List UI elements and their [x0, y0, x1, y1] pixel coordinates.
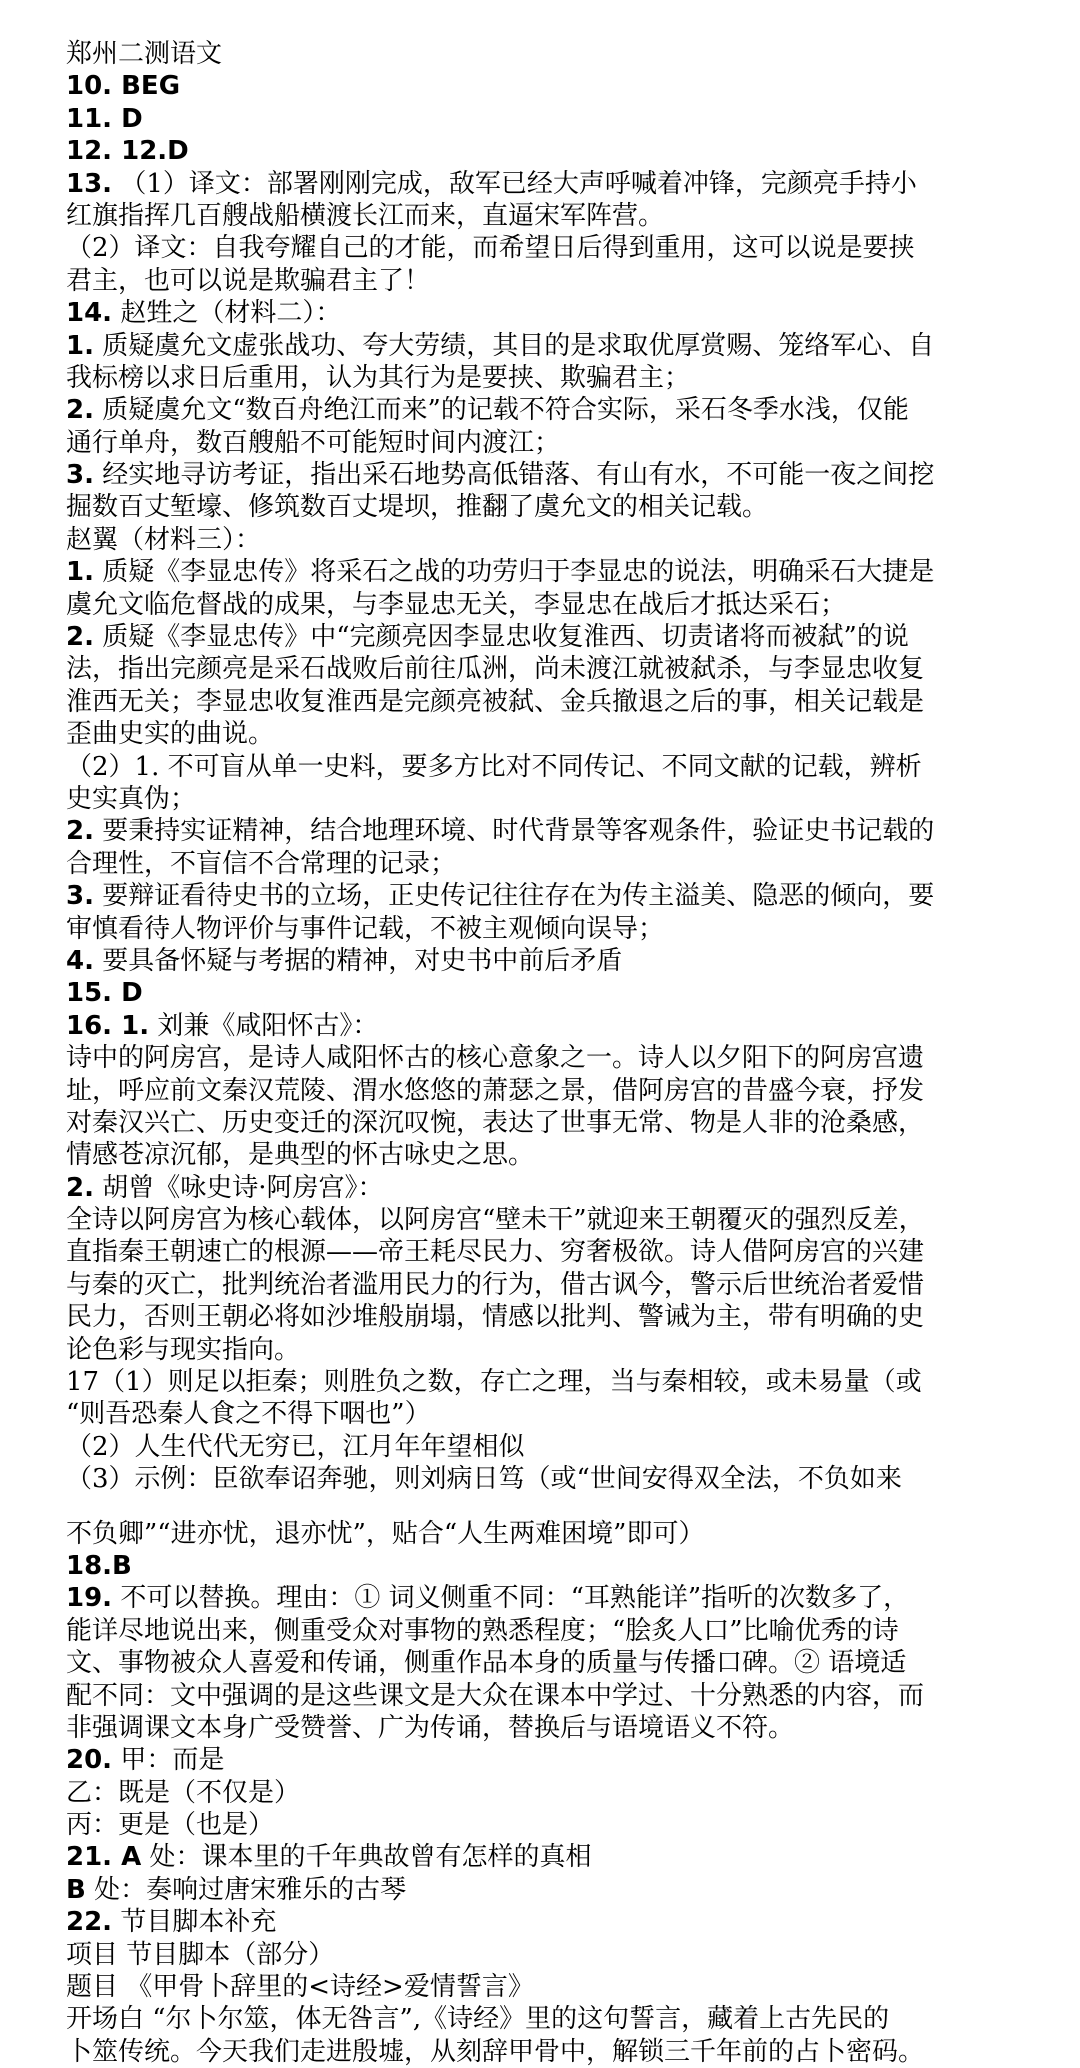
- answer-line: [66, 459, 1024, 491]
- answer-text: （2）人生代代无穷已，江月年年望相似: [66, 1431, 525, 1462]
- answer-text: 民力，否则王朝必将如沙堆般崩塌，情感以批判、警诫为主，带有明确的史: [66, 1302, 925, 1333]
- answer-line: [66, 1301, 1024, 1333]
- answer-text: 情感苍凉沉郁，是典型的怀古咏史之思。: [66, 1140, 535, 1171]
- answer-text: 质疑虞允文“数百舟绝江而来”的记载不符合实际，采石冬季水浅，仅能: [102, 395, 909, 426]
- answer-line: [66, 1841, 1024, 1873]
- answer-line: [66, 1107, 1024, 1139]
- answer-text: （2）译文：自我夸耀自己的才能，而希望日后得到重用，这可以说是要挟: [66, 233, 915, 264]
- question-number: B: [66, 1874, 86, 1905]
- answer-line: [66, 265, 1024, 297]
- answer-line: [66, 1582, 1024, 1614]
- answer-text: 对秦汉兴亡、历史变迁的深沉叹惋，表达了世事无常、物是人非的沧桑感，: [66, 1107, 925, 1138]
- answer-line: [66, 524, 1024, 556]
- answer-text: 法，指出完颜亮是采石战败后前往瓜洲，尚未渡江就被弑杀，与李显忠收复: [66, 654, 925, 685]
- answer-line: [66, 200, 1024, 232]
- answer-line: [66, 1939, 1024, 1971]
- question-number: 2.: [66, 395, 94, 426]
- answer-text: 甲：而是: [120, 1745, 225, 1776]
- answer-text: 质疑《李显忠传》将采石之战的功劳归于李显忠的说法，明确采石大捷是: [102, 557, 935, 588]
- answer-text: 虞允文临危督战的成果，与李显忠无关，李显忠在战后才抵达采石；: [66, 589, 847, 620]
- answer-text: 乙：既是（不仅是）: [66, 1777, 301, 1808]
- answer-line: [66, 168, 1024, 200]
- answer-line: [66, 135, 1024, 167]
- answer-text: 歪曲史实的曲说。: [66, 719, 275, 750]
- answer-text: 要辩证看待史书的立场，正史传记往往存在为传主溢美、隐恶的倾向，要: [102, 881, 935, 912]
- answer-line: [66, 1398, 1024, 1430]
- answer-line: [66, 103, 1024, 135]
- answer-text: 题目 《甲骨卜辞里的<诗经>爱情誓言》: [66, 1972, 534, 2003]
- question-number: 22.: [66, 1907, 113, 1938]
- answer-line: [66, 394, 1024, 426]
- answer-text: 质疑《李显忠传》中“完颜亮因李显忠收复淮西、切责诸将而被弑”的说: [102, 622, 909, 653]
- answer-line: [66, 491, 1024, 523]
- answer-line: [66, 589, 1024, 621]
- question-number: 1.: [66, 330, 94, 361]
- answer-text: 赵甡之（材料二）：: [120, 298, 342, 329]
- answer-line: [66, 686, 1024, 718]
- question-number: 2.: [66, 622, 94, 653]
- question-number: 13.: [66, 168, 113, 199]
- answer-line: [66, 1906, 1024, 1938]
- answer-text: 项目 节目脚本（部分）: [66, 1939, 335, 1970]
- answer-text: 君主，也可以说是欺骗君主了！: [66, 265, 431, 296]
- answer-line: [66, 1550, 1024, 1582]
- answer-line: [66, 1874, 1024, 1906]
- question-number: 19.: [66, 1583, 113, 1614]
- answer-text: 论色彩与现实指向。: [66, 1334, 301, 1365]
- answer-line: [66, 1075, 1024, 1107]
- question-number: 1.: [66, 557, 94, 588]
- answer-text: 文、事物被众人喜爱和传诵，侧重作品本身的质量与传播口碑。② 语境适: [66, 1648, 907, 1679]
- answer-text: 址，呼应前文秦汉荒陵、渭水悠悠的萧瑟之景，借阿房宫的昔盛今衰，抒发: [66, 1075, 925, 1106]
- answer-line: [66, 1777, 1024, 1809]
- answer-text: 卜筮传统。今天我们走进殷墟，从刻辞甲骨中，解锁三千年前的占卜密码。: [66, 2036, 925, 2067]
- answer-line: [66, 1615, 1024, 1647]
- answer-text: 直指秦王朝速亡的根源——帝王耗尽民力、穷奢极欲。诗人借阿房宫的兴建: [66, 1237, 925, 1268]
- answer-line: [66, 1139, 1024, 1171]
- answer-text: 淮西无关；李显忠收复淮西是完颜亮被弑、金兵撤退之后的事，相关记载是: [66, 686, 925, 717]
- answer-line: [66, 1744, 1024, 1776]
- answer-text: 我标榜以求日后重用，认为其行为是要挟、欺骗君主；: [66, 362, 691, 393]
- question-number: 10. BEG: [66, 71, 181, 102]
- answer-text: 刘兼《咸阳怀古》：: [157, 1010, 379, 1041]
- answer-line: [66, 1269, 1024, 1301]
- answer-text: 红旗指挥几百艘战船横渡长江而来，直逼宋军阵营。: [66, 200, 665, 231]
- answer-line: [66, 1518, 1024, 1550]
- answer-line: [66, 1496, 1024, 1518]
- answer-text: 胡曾《咏史诗·阿房宫》：: [102, 1172, 384, 1203]
- answer-line: [66, 848, 1024, 880]
- answer-text: 非强调课文本身广受赞誉、广为传诵，替换后与语境语义不符。: [66, 1712, 795, 1743]
- document-title: 郑州二测语文: [66, 39, 223, 69]
- answer-text: 处：奏响过唐宋雅乐的古琴: [94, 1874, 407, 1905]
- question-number: 2.: [66, 816, 94, 847]
- question-number: 4.: [66, 945, 94, 976]
- answer-text: 质疑虞允文虚张战功、夸大劳绩，其目的是求取优厚赏赐、笼络军心、自: [102, 330, 935, 361]
- answer-text: 全诗以阿房宫为核心载体，以阿房宫“壁未干”就迎来王朝覆灭的强烈反差，: [66, 1205, 925, 1236]
- answer-text: 史实真伪；: [66, 783, 197, 814]
- question-number: 21. A: [66, 1842, 142, 1873]
- answer-line: [66, 232, 1024, 264]
- answer-text: 审慎看待人物评价与事件记载，不被主观倾向误导；: [66, 913, 665, 944]
- question-number: 16. 1.: [66, 1010, 150, 1041]
- answer-text: 配不同：文中强调的是这些课文是大众在课本中学过、十分熟悉的内容，而: [66, 1680, 925, 1711]
- answer-line: [66, 70, 1024, 102]
- answer-line: [66, 751, 1024, 783]
- answer-line: [66, 1204, 1024, 1236]
- answer-line: [66, 1971, 1024, 2003]
- answer-line: [66, 880, 1024, 912]
- answer-text: 赵翼（材料三）：: [66, 524, 262, 555]
- answer-line: [66, 1680, 1024, 1712]
- question-number: 11. D: [66, 103, 143, 134]
- question-number: 18.B: [66, 1550, 132, 1581]
- answer-text: （2）1. 不可盲从单一史料，要多方比对不同传记、不同文献的记载，辨析: [66, 751, 922, 782]
- answer-text: （3）示例：臣欲奉诏奔驰，则刘病日笃（或“世间安得双全法，不负如来: [66, 1464, 902, 1495]
- answer-text: 合理性，不盲信不合常理的记录；: [66, 848, 457, 879]
- answer-text: 经实地寻访考证，指出采石地势高低错落、有山有水，不可能一夜之间挖: [102, 460, 935, 491]
- answer-text: 丙：更是（也是）: [66, 1810, 275, 1841]
- answer-text: 要具备怀疑与考据的精神，对史书中前后矛盾: [102, 945, 623, 976]
- question-number: 20.: [66, 1745, 113, 1776]
- answer-text: 诗中的阿房宫，是诗人咸阳怀古的核心意象之一。诗人以夕阳下的阿房宫遗: [66, 1043, 925, 1074]
- answer-line: [66, 2003, 1024, 2035]
- answer-line: [66, 362, 1024, 394]
- answer-text: 开场白 “尔卜尔筮，体无咎言”,《诗经》里的这句誓言，藏着上古先民的: [66, 2004, 890, 2035]
- answer-line: [66, 1647, 1024, 1679]
- answer-line: [66, 1431, 1024, 1463]
- answer-lines: [66, 70, 1024, 2068]
- question-number: 12. 12.D: [66, 136, 189, 167]
- answer-text: 节目脚本补充: [120, 1907, 277, 1938]
- answer-text: 不负卿”“进亦忧，退亦忧”，贴合“人生两难困境”即可）: [66, 1518, 705, 1549]
- question-number: 3.: [66, 460, 94, 491]
- answer-line: [66, 653, 1024, 685]
- answer-line: [66, 945, 1024, 977]
- answer-text: 与秦的灭亡，批判统治者滥用民力的行为，借古讽今，警示后世统治者爱惜: [66, 1269, 925, 1300]
- answer-line: [66, 1463, 1024, 1495]
- answer-line: [66, 1236, 1024, 1268]
- answer-text: 不可以替换。理由：① 词义侧重不同：“耳熟能详”指听的次数多了，: [120, 1583, 910, 1614]
- answer-line: [66, 2036, 1024, 2068]
- answer-text: 掘数百丈堑壕、修筑数百丈堤坝，推翻了虞允文的相关记载。: [66, 492, 769, 523]
- answer-line: [66, 556, 1024, 588]
- answer-line: [66, 913, 1024, 945]
- answer-line: [66, 621, 1024, 653]
- question-number: 3.: [66, 881, 94, 912]
- question-number: 15. D: [66, 978, 143, 1009]
- answer-line: [66, 783, 1024, 815]
- answer-line: [66, 815, 1024, 847]
- answer-text: 处：课本里的千年典故曾有怎样的真相: [149, 1842, 592, 1873]
- answer-line: [66, 1712, 1024, 1744]
- answer-line: [66, 330, 1024, 362]
- answer-line: [66, 1334, 1024, 1366]
- answer-line: [66, 1010, 1024, 1042]
- answer-text: 要秉持实证精神，结合地理环境、时代背景等客观条件，验证史书记载的: [102, 816, 935, 847]
- answer-text: 17（1）则足以拒秦；则胜负之数，存亡之理，当与秦相较，或未易量（或: [66, 1367, 922, 1398]
- answer-line: [66, 427, 1024, 459]
- answer-line: [66, 1042, 1024, 1074]
- answer-line: [66, 718, 1024, 750]
- answer-text: 能详尽地说出来，侧重受众对事物的熟悉程度；“脍炙人口”比喻优秀的诗: [66, 1615, 899, 1646]
- answer-text: （1）译文：部署刚刚完成，敌军已经大声呼喊着冲锋，完颜亮手持小: [120, 168, 917, 199]
- answer-text: “则吾恐秦人食之不得下咽也”）: [66, 1399, 431, 1430]
- question-number: 14.: [66, 298, 113, 329]
- question-number: 2.: [66, 1172, 94, 1203]
- answer-text: 通行单舟，数百艘船不可能短时间内渡江；: [66, 427, 561, 458]
- answer-line: [66, 1172, 1024, 1204]
- answer-line: [66, 1366, 1024, 1398]
- answer-line: [66, 977, 1024, 1009]
- answer-line: [66, 1809, 1024, 1841]
- answer-line: [66, 297, 1024, 329]
